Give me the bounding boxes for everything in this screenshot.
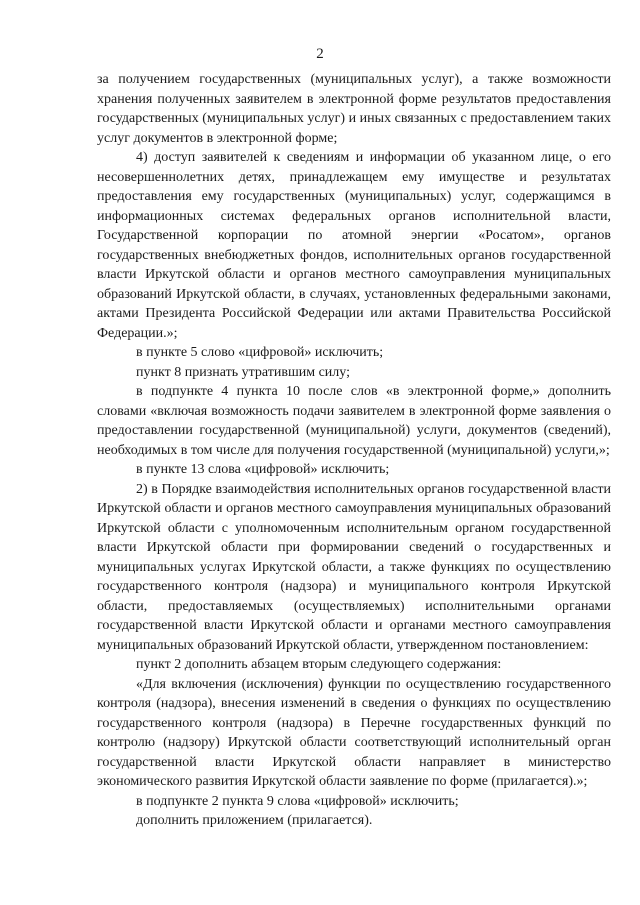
- document-body: [97, 70, 611, 831]
- paragraph-point-10: в подпункте 4 пункта 10 после слов «в электронной форме,» дополнить словами «включая возможность подачи заявителем в электронной форме заявления о предоставлении государственной (муниципальной) услуги, документов (сведений), необходимых в том числе для получения государственной (муниципальной) услуги,»;: [97, 384, 611, 458]
- paragraph-item-4-access: 4) доступ заявителей к сведениям и информации об указанном лице, о его несовершеннолетних детях, принадлежащем ему имуществе и результатах предоставления ему государственных (муниципальных) услуг, содержащимся в информационных системах федеральных органов исполнительной власти, Государственной корпорации по атомной энергии «Росатом», органов государственных внебюджетных фондов, исполнительных органов государственной власти Иркутской области и органов местного самоуправления муниципальных образований Иркутской области, в случаях, установленных федеральными законами, актами Президента Российской Федерации или актами Правительства Российской Федерации.»;: [97, 150, 611, 341]
- paragraph-point-8: пункт 8 признать утратившим силу;: [136, 364, 350, 380]
- paragraph-point-2-amendment: пункт 2 дополнить абзацем вторым следующего содержания:: [136, 657, 502, 672]
- paragraph-appendix: дополнить приложением (прилагается).: [136, 813, 373, 828]
- paragraph-point-5: в пункте 5 слово «цифровой» исключить;: [136, 345, 384, 360]
- paragraph-point-13: в пункте 13 слова «цифровой» исключить;: [136, 462, 390, 477]
- page-number: 2: [316, 46, 324, 62]
- paragraph-item-2-procedure: 2) в Порядке взаимодействия исполнительных органов государственной власти Иркутской области и органов местного самоуправления муниципальных образований Иркутской области с уполномоченным исполнительным органом государственной власти Иркутской области при формировании сведений о государственных и муниципальных услугах Иркутской области, а также функциях по осуществлению государственного контроля (надзора) и муниципального контроля Иркутской области, предоставляемых (осуществляемых) исполнительными органами государственной власти Иркутской области и органами местного самоуправления муниципальных образований Иркутской области, утвержденном постановлением:: [97, 481, 611, 653]
- paragraph-point-9: в подпункте 2 пункта 9 слова «цифровой» исключить;: [136, 793, 459, 809]
- paragraph-continuation: за получением государственных (муниципальных услуг), а также возможности хранения полученных заявителем в электронной форме результатов предоставления государственных (муниципальных услуг) и иных связанных с предоставлением таких услуг документов в электронной форме;: [97, 72, 611, 146]
- paragraph-quoted-text: «Для включения (исключения) функции по осуществлению государственного контроля (надзора), внесения изменений в сведения о функциях по осуществлению государственного контроля (надзора) в Перечне государственных функций по контролю (надзору) Иркутской области соответствующий исполнительный орган государственной власти Иркутской области направляет в министерство экономического развития Иркутской области заявление по форме (прилагается).»;: [97, 676, 611, 789]
